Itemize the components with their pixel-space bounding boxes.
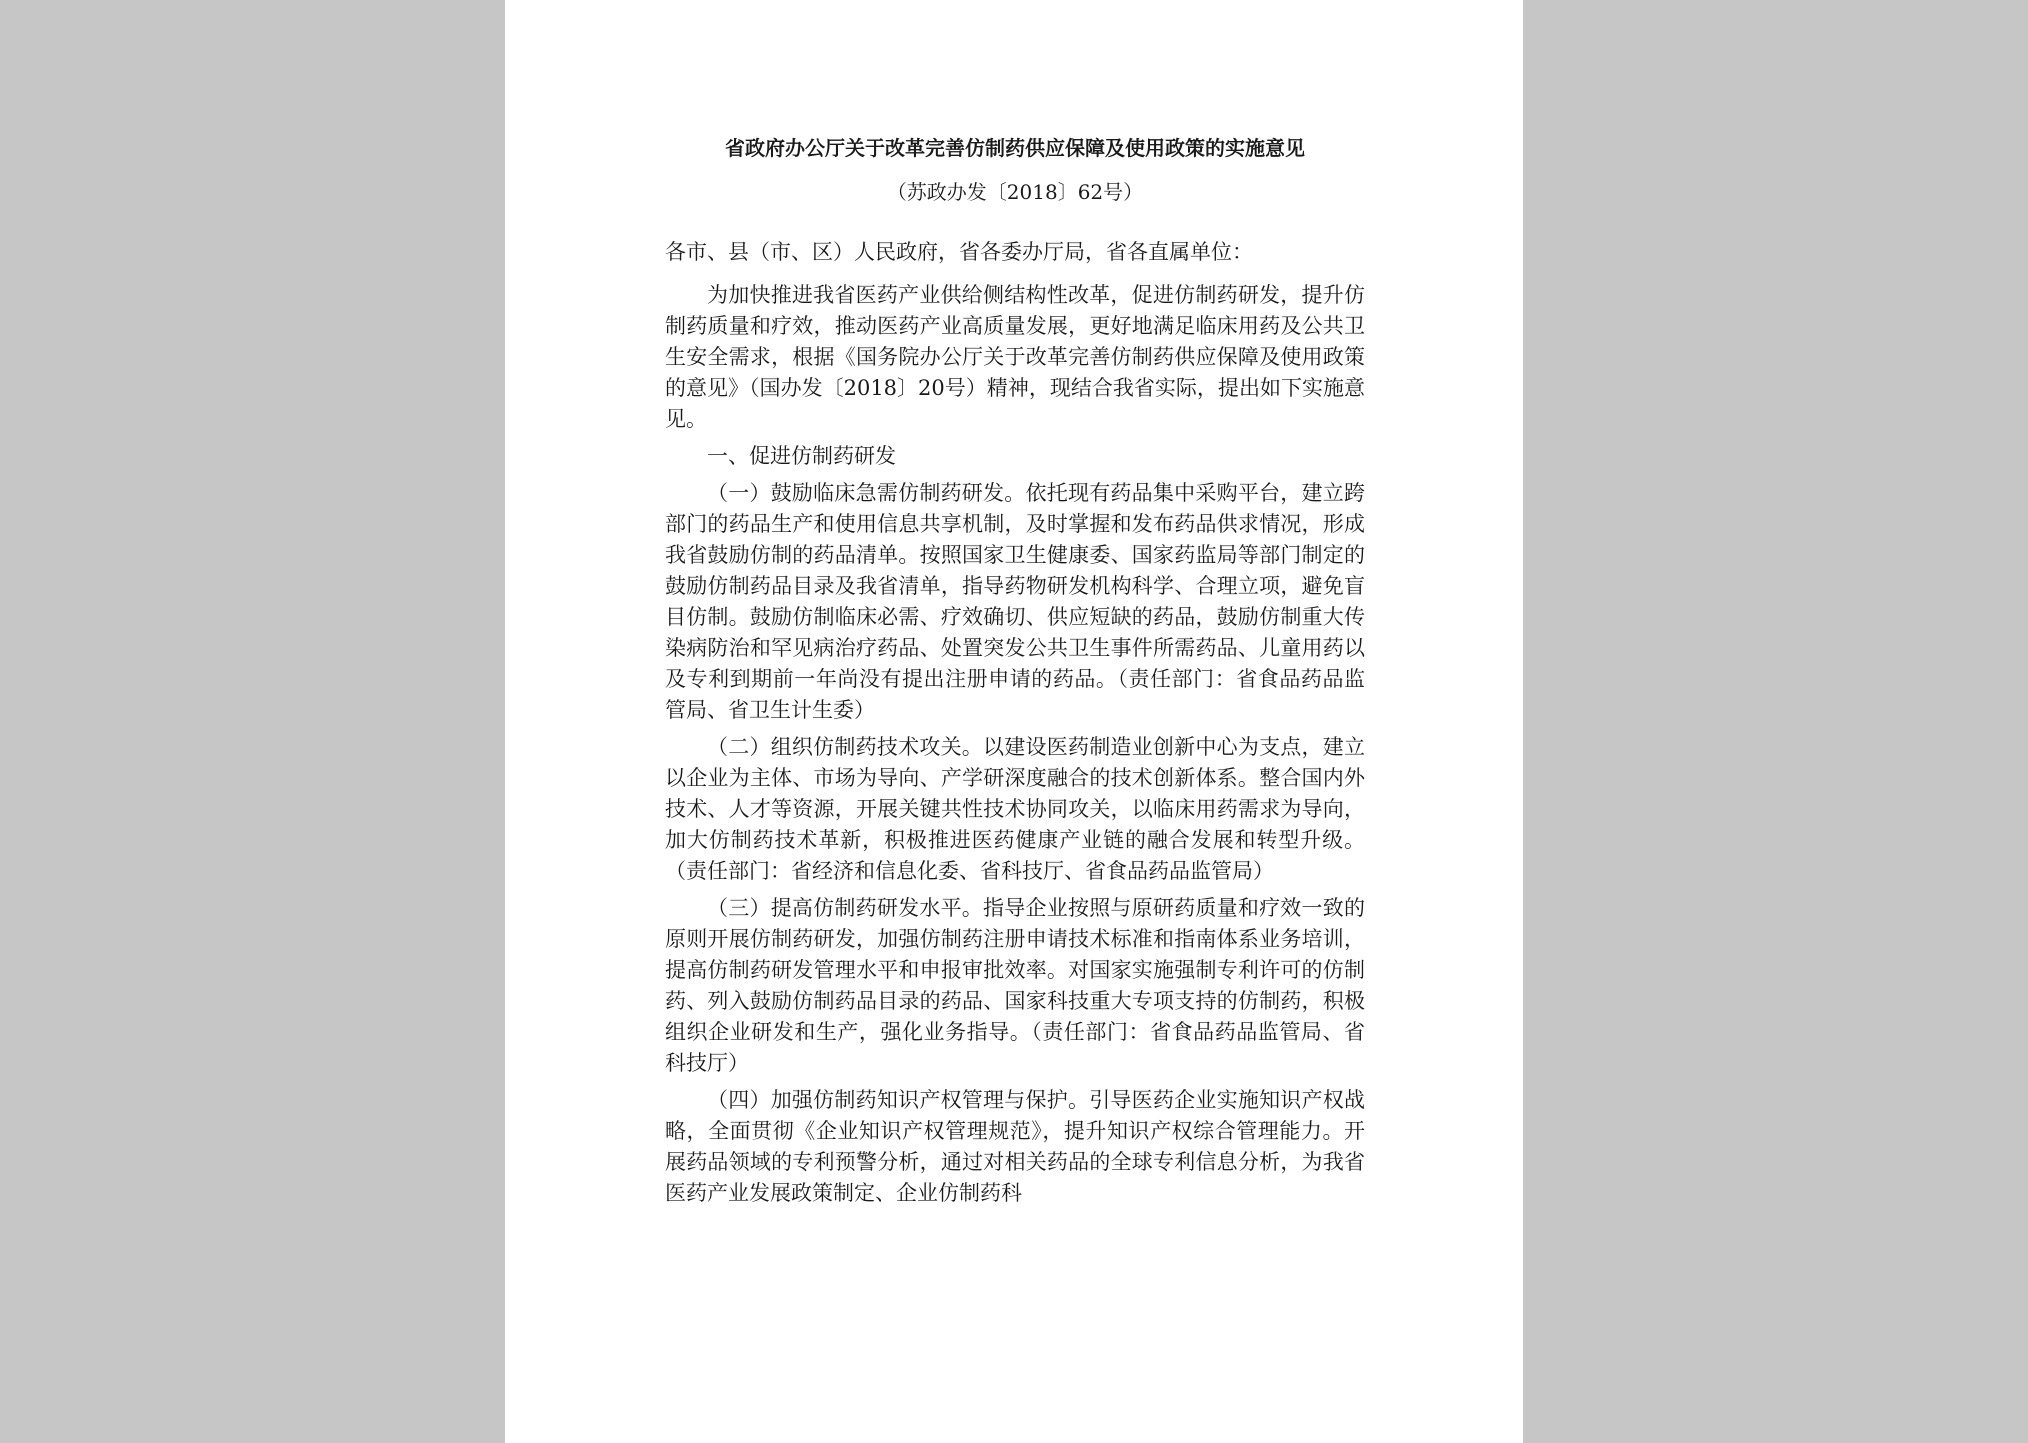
paragraph-item-4: （四）加强仿制药知识产权管理与保护。引导医药企业实施知识产权战略，全面贯彻《企业知识产权管理规范》，提升知识产权综合管理能力。开展药品领域的专利预警分析，通过对相关药品的全球专利信息分析，为我省医药产业发展政策制定、企业仿制药科 [665,1088,1365,1205]
document-page [505,0,1523,1443]
document-number: （苏政办发〔2018〕62号） [886,180,1144,204]
section-heading: 一、促进仿制药研发 [707,444,896,468]
document-title: 省政府办公厅关于改革完善仿制药供应保障及使用政策的实施意见 [725,136,1305,160]
document-body [665,126,1365,1209]
paragraph-item-1: （一）鼓励临床急需仿制药研发。依托现有药品集中采购平台，建立跨部门的药品生产和使用信息共享机制，及时掌握和发布药品供求情况，形成我省鼓励仿制的药品清单。按照国家卫生健康委、国家药监局等部门制定的鼓励仿制药品目录及我省清单，指导药物研发机构科学、合理立项，避免盲目仿制。鼓励仿制临床必需、疗效确切、供应短缺的药品，鼓励仿制重大传染病防治和罕见病治疗药品、处置突发公共卫生事件所需药品、儿童用药以及专利到期前一年尚没有提出注册申请的药品。（责任部门：省食品药品监管局、省卫生计生委） [665,481,1365,722]
paragraph-intro: 为加快推进我省医药产业供给侧结构性改革，促进仿制药研发，提升仿制药质量和疗效，推动医药产业高质量发展，更好地满足临床用药及公共卫生安全需求，根据《国务院办公厅关于改革完善仿制药供应保障及使用政策的意见》（国办发〔2018〕20号）精神，现结合我省实际，提出如下实施意见。 [665,283,1365,431]
salutation: 各市、县（市、区）人民政府，省各委办厅局，省各直属单位： [665,240,1253,264]
paragraph-item-3: （三）提高仿制药研发水平。指导企业按照与原研药质量和疗效一致的原则开展仿制药研发，加强仿制药注册申请技术标准和指南体系业务培训，提高仿制药研发管理水平和申报审批效率。对国家实施强制专利许可的仿制药、列入鼓励仿制药品目录的药品、国家科技重大专项支持的仿制药，积极组织企业研发和生产，强化业务指导。（责任部门：省食品药品监管局、省科技厅） [665,896,1365,1075]
paragraph-item-2: （二）组织仿制药技术攻关。以建设医药制造业创新中心为支点，建立以企业为主体、市场为导向、产学研深度融合的技术创新体系。整合国内外技术、人才等资源，开展关键共性技术协同攻关，以临床用药需求为导向，加大仿制药技术革新，积极推进医药健康产业链的融合发展和转型升级。（责任部门：省经济和信息化委、省科技厅、省食品药品监管局） [665,735,1365,883]
